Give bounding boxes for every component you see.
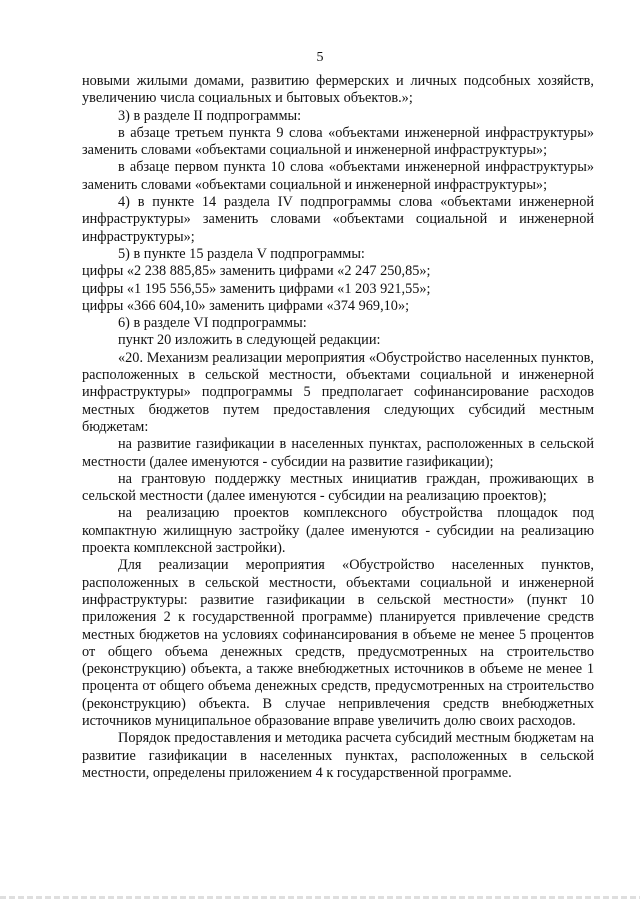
document-body [82,73,594,782]
paragraph-continuation: новыми жилыми домами, развитию фермерских и личных подсобных хозяйств, увеличению числа социальных и бытовых объектов.»; [82,73,594,107]
paragraph-subsidy-gasification: на развитие газификации в населенных пунктах, расположенных в сельской местности (далее именуются - субсидии на развитие газификации); [82,436,594,470]
paragraph-item-5: 5) в пункте 15 раздела V подпрограммы: [118,245,365,262]
paragraph-item-3-a: в абзаце третьем пункта 9 слова «объектами инженерной инфраструктуры» заменить словами «объектами социальной и инженерной инфраструктуры»; [82,124,594,159]
paragraph-item-3-b: в абзаце первом пункта 10 слова «объектами инженерной инфраструктуры» заменить словами «объектами социальной и инженерной инфраструктуры»; [82,159,594,193]
paragraph-item-3: 3) в разделе II подпрограммы: [118,107,302,124]
paragraph-item-6-intro: пункт 20 изложить в следующей редакции: [118,332,381,349]
paragraph-clause-20: «20. Механизм реализации мероприятия «Обустройство населенных пунктов, расположенных в сельской местности, объектами социальной и инженерной инфраструктуры» подпрограммы 5 предполагает софинансирование расходов местных бюджетов путем предоставления следующих субсидий местным бюджетам: [82,349,594,435]
paragraph-item-6: 6) в разделе VI подпрограммы: [118,315,307,332]
paragraph-item-5-figures-2: цифры «1 195 556,55» заменить цифрами «1 203 921,55»; [82,280,431,297]
paragraph-subsidy-construction: на реализацию проектов комплексного обустройства площадок под компактную жилищную застройку (далее именуются - субсидии на реализацию проекта комплексной застройки). [82,505,594,557]
paragraph-subsidy-grants: на грантовую поддержку местных инициатив граждан, проживающих в сельской местности (далее именуются - субсидии на реализацию проектов); [82,470,594,505]
paragraph-cofinancing: Для реализации мероприятия «Обустройство населенных пунктов, расположенных в сельской местности, объектами социальной и инженерной инфраструктуры: развитие газификации в сельской местности» (пункт 10 приложения 2 к государственной программе) планируется привлечение средств местных бюджетов на условиях софинансирования в объеме не менее 5 процентов от общего объема денежных средств, предусмотренных на строительство (реконструкцию) объекта, а также внебюджетных источников в объеме не менее 1 процента от общего объема денежных средств, предусмотренных на строительство (реконструкцию) объекта. В случае непривлечения средств внебюджетных источников муниципальное образование вправе увеличить долю своих расходов. [82,557,594,729]
page-number: 5 [316,50,324,65]
scan-edge-divider [0,896,640,899]
paragraph-item-5-figures-1: цифры «2 238 885,85» заменить цифрами «2 247 250,85»; [82,263,431,280]
paragraph-procedure: Порядок предоставления и методика расчета субсидий местным бюджетам на развитие газификации в населенных пунктах, расположенных в сельской местности, определены приложением 4 к государственной программе. [82,730,594,781]
paragraph-item-4: 4) в пункте 14 раздела IV подпрограммы слова «объектами инженерной инфраструктуры» заменить словами «объектами социальной и инженерной инфраструктуры»; [82,194,594,245]
paragraph-item-5-figures-3: цифры «366 604,10» заменить цифрами «374 969,10»; [82,297,410,314]
